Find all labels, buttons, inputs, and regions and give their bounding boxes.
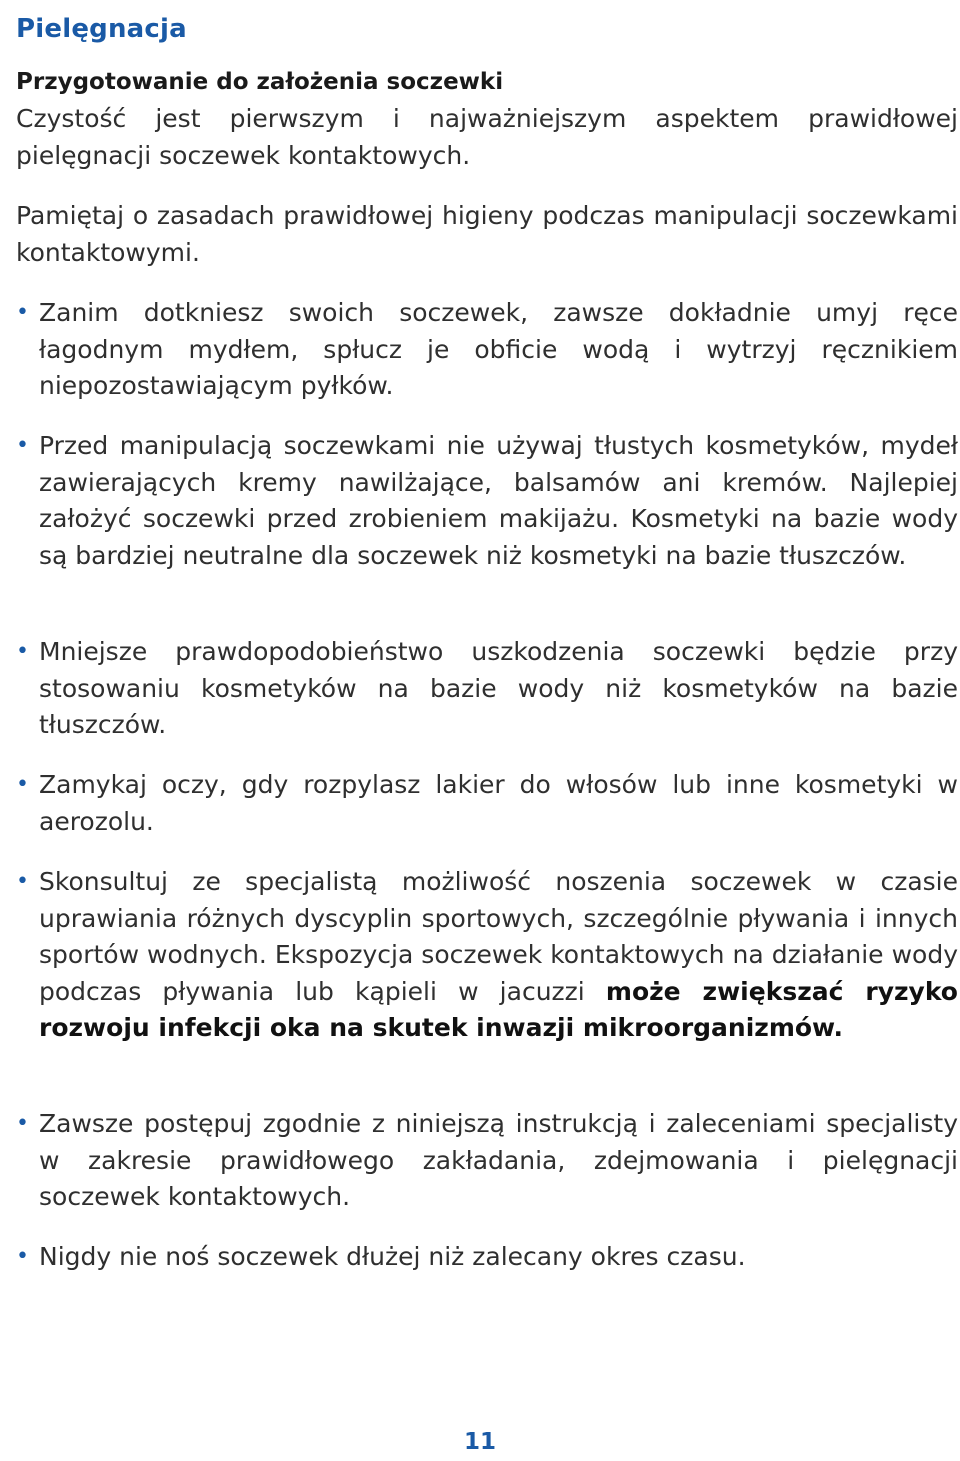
list-item-text: Zawsze postępuj zgodnie z niniejszą instrukcją i zaleceniami specjalisty w zakresie prawidłowego zakładania, zdejmowania i pielęgnacji soczewek kontaktowych. bbox=[39, 1109, 958, 1211]
list-item-text: Zamykaj oczy, gdy rozpylasz lakier do włosów lub inne kosmetyki w aerozolu. bbox=[39, 770, 958, 836]
list-item bbox=[16, 1239, 958, 1276]
list-item bbox=[16, 295, 958, 405]
list-item bbox=[16, 767, 958, 840]
intro-paragraph-1: Czystość jest pierwszym i najważniejszym aspektem prawidłowej pielęgnacji soczewek kontaktowych. bbox=[16, 104, 958, 170]
list-item-text: Zanim dotkniesz swoich soczewek, zawsze dokładnie umyj ręce łagodnym mydłem, spłucz je obficie wodą i wytrzyj ręcznikiem niepozostawiającym pyłków. bbox=[39, 298, 958, 400]
bullet-icon: • bbox=[16, 1244, 29, 1269]
bullet-icon: • bbox=[16, 639, 29, 664]
section-title: Pielęgnacja bbox=[16, 14, 187, 44]
bullet-icon: • bbox=[16, 300, 29, 325]
list-item bbox=[16, 864, 958, 1047]
list-item-text bbox=[39, 864, 958, 1047]
list-item-text: Mniejsze prawdopodobieństwo uszkodzenia soczewki będzie przy stosowaniu kosmetyków na bazie wody niż kosmetyków na bazie tłuszczów. bbox=[39, 637, 958, 739]
intro-paragraph-2: Pamiętaj o zasadach prawidłowej higieny podczas manipulacji soczewkami kontaktowymi. bbox=[16, 201, 958, 267]
list-item-text: Nigdy nie noś soczewek dłużej niż zalecany okres czasu. bbox=[39, 1242, 746, 1271]
list-item bbox=[16, 428, 958, 574]
list-item-text-emphasis: może zwiększać ryzyko rozwoju infekcji oka na skutek inwazji mikroorganizmów. bbox=[39, 976, 958, 1042]
subsection-title: Przygotowanie do założenia soczewki bbox=[16, 69, 504, 95]
list-item bbox=[16, 634, 958, 744]
bullet-icon: • bbox=[16, 869, 29, 894]
page-number: 11 bbox=[463, 1429, 496, 1455]
list-item bbox=[16, 1106, 958, 1216]
bullet-icon: • bbox=[16, 772, 29, 797]
bullet-icon: • bbox=[16, 433, 29, 458]
bullet-icon: • bbox=[16, 1111, 29, 1136]
list-item-text-regular: Skonsultuj ze specjalistą możliwość noszenia soczewek w czasie uprawiania różnych dyscyplin sportowych, szczególnie pływania i innych sportów wodnych. Ekspozycja soczewek kontaktowych na działanie wody podczas pływania lub kąpieli w jacuzzi bbox=[39, 867, 958, 1006]
list-item-text: Przed manipulacją soczewkami nie używaj tłustych kosmetyków, mydeł zawierających kremy nawilżające, balsamów ani kremów. Najlepiej założyć soczewki przed zrobieniem makijażu. Kosmetyki na bazie wody są bardziej neutralne dla soczewek niż kosmetyki na bazie tłuszczów. bbox=[39, 431, 958, 570]
